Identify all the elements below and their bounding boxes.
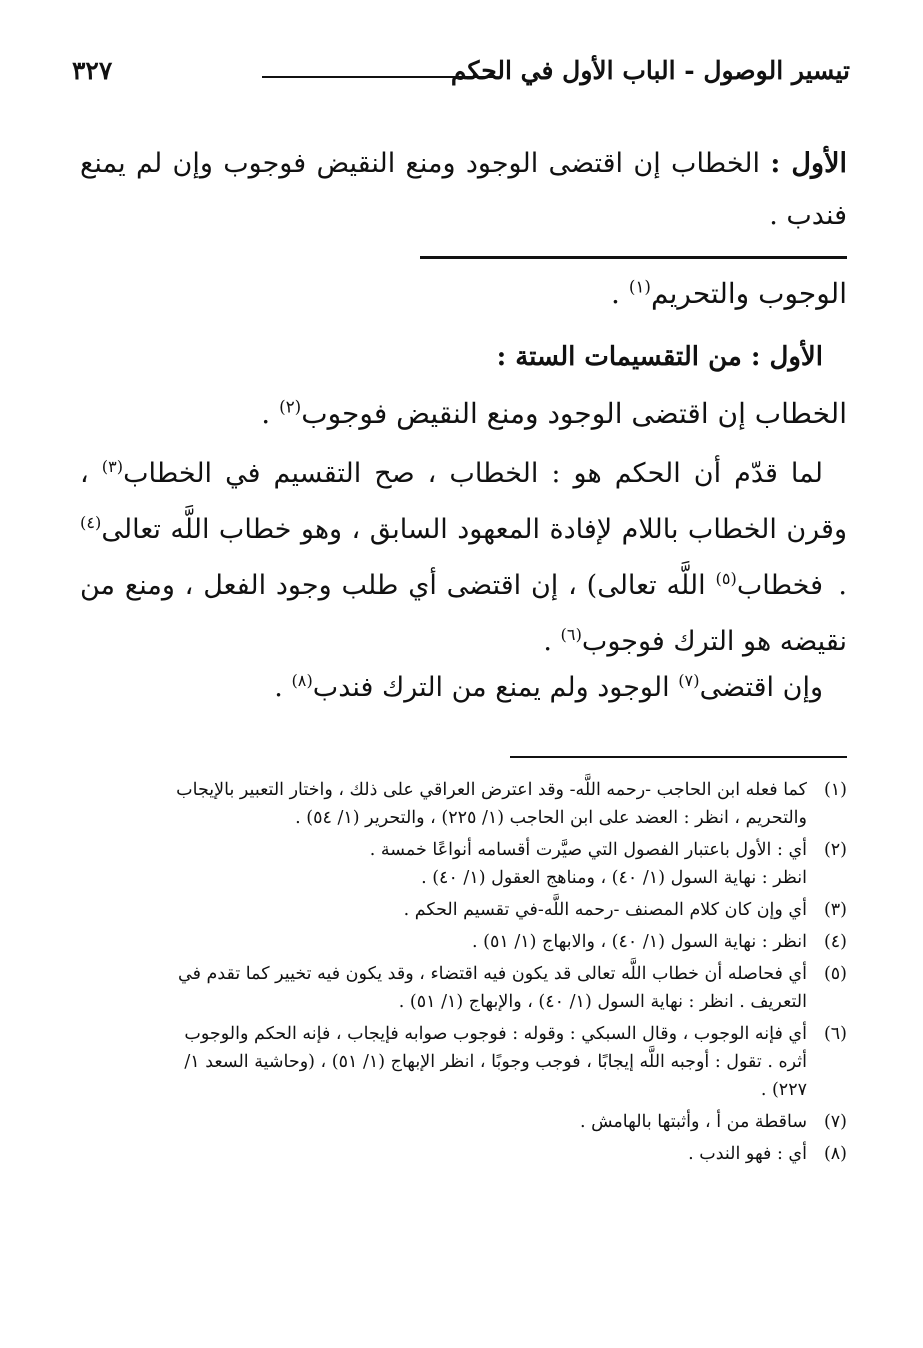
footnote-line: أي فحاصله أن خطاب اللَّه تعالى قد يكون فيه اقتضاء ، وقد يكون فيه تخيير كما تقدم في (177, 964, 807, 984)
footnote-line: أي : فهو الندب . (688, 1144, 807, 1164)
footnote-number: (٤) (823, 932, 847, 952)
footnote-ref: (٨) (291, 671, 313, 690)
p6-text-c: . (274, 672, 292, 703)
sharh-paragraph-3 (80, 388, 847, 440)
sharh-paragraph-6 (80, 662, 847, 714)
footnote-line: والتحريم ، انظر : العضد على ابن الحاجب (١/ ٢٢٥) ، والتحرير (١/ ٥٤) . (295, 808, 807, 828)
footnote-line: ساقطة من أ ، وأثبتها بالهامش . (579, 1112, 807, 1132)
p3-end: . (261, 397, 280, 430)
matn-text (80, 138, 847, 242)
footnotes-section (80, 776, 847, 1172)
footnote (80, 776, 847, 832)
footnote-ref: (٧) (678, 671, 700, 690)
p4-text-a: لما قدّم أن الحكم هو : الخطاب ، صح التقسيم في الخطاب (123, 458, 823, 489)
p5-text-b: اللَّه تعالى) ، إن اقتضى أي طلب وجود الفعل ، ومنع من نقيضه هو الترك فوجوب (80, 570, 847, 657)
p4-text-c: . (838, 570, 847, 601)
footnote-number: (٨) (823, 1144, 847, 1164)
footnote-text (80, 896, 807, 924)
footnote-number: (١) (823, 780, 847, 800)
footnote-number: (٦) (823, 1024, 847, 1044)
footnote-text (80, 836, 807, 892)
matn-lead: الأول : (770, 148, 847, 179)
matn-body: الخطاب إن اقتضى الوجود ومنع النقيض فوجوب وإن لم يمنع فندب . (80, 148, 847, 231)
footnote-number: (٧) (823, 1112, 847, 1132)
p4-text-b: ، وقرن الخطاب باللام لإفادة المعهود السابق ، وهو خطاب اللَّه تعالى (80, 458, 847, 545)
footnote (80, 1108, 847, 1136)
footnote-ref: (٣) (101, 457, 124, 476)
footnote-line: أي وإن كان كلام المصنف -رحمه اللَّه-في تقسيم الحكم . (403, 900, 807, 920)
p1-text: الوجوب والتحريم (650, 277, 847, 310)
page-number: ٣٢٧ (72, 56, 113, 85)
footnote-ref: (٥) (715, 569, 737, 588)
footnote-number: (٣) (823, 900, 847, 920)
footnote-line: انظر : نهاية السول (١/ ٤٠) ، ومناهج العقول (١/ ٤٠) . (421, 868, 807, 888)
p5-text-a: فخطاب (736, 570, 823, 601)
footnote-ref: (٦) (560, 625, 582, 644)
running-header (72, 56, 850, 96)
footnote-divider (510, 756, 847, 758)
footnote-text (80, 1108, 807, 1136)
footnote (80, 1020, 847, 1104)
sharh-heading: الأول : من التقسيمات الستة : (496, 342, 823, 372)
footnote-ref: (٢) (279, 396, 302, 417)
footnote-ref: (١) (628, 276, 651, 297)
footnote-line: أي : الأول باعتبار الفصول التي صيَّرت أقسامه أنواعًا خمسة . (369, 840, 807, 860)
footnote (80, 928, 847, 956)
footnote-number: (٢) (823, 840, 847, 860)
footnote-line: أي فإنه الوجوب ، وقال السبكي : وقوله : فوجوب صوابه فإيجاب ، فإنه الحكم والوجوب (184, 1024, 807, 1044)
footnote-text (80, 1140, 807, 1168)
p6-text-a: وإن اقتضى (699, 672, 823, 703)
footnote-text (80, 928, 807, 956)
footnote (80, 896, 847, 924)
p6-text-b: الوجود ولم يمنع من الترك فندب (312, 672, 679, 703)
footnote-line: أثره . تقول : أوجبه اللَّه إيجابًا ، فوجب وجوبًا ، انظر الإبهاج (١/ ٥١) ، (وحاشية السعد ١/ (184, 1052, 807, 1072)
section-divider (420, 256, 847, 259)
running-title: تيسير الوصول - الباب الأول في الحكم (450, 56, 850, 85)
footnote (80, 960, 847, 1016)
footnote-number: (٥) (823, 964, 847, 984)
footnote-text (80, 776, 807, 832)
footnote-line: انظر : نهاية السول (١/ ٤٠) ، والابهاج (١/ ٥١) . (472, 932, 807, 952)
footnote-ref: (٤) (80, 513, 102, 532)
p3-text: الخطاب إن اقتضى الوجود ومنع النقيض فوجوب (301, 397, 847, 430)
p1-end: . (611, 277, 629, 310)
sharh-paragraph-5 (80, 558, 847, 670)
header-rule (262, 76, 495, 78)
p5-text-c: . (543, 626, 561, 657)
footnote-text (80, 1020, 807, 1104)
footnote-line: التعريف . انظر : نهاية السول (١/ ٤٠) ، والإبهاج (١/ ٥١) . (398, 992, 807, 1012)
footnote (80, 836, 847, 892)
footnote-text (80, 960, 807, 1016)
sharh-paragraph-1 (80, 268, 847, 320)
footnote-line: ٢٢٧) . (760, 1080, 807, 1100)
footnote-line: كما فعله ابن الحاجب -رحمه اللَّه- وقد اعترض العراقي على ذلك ، واختار التعبير بالإيجاب (176, 780, 807, 800)
footnote (80, 1140, 847, 1168)
